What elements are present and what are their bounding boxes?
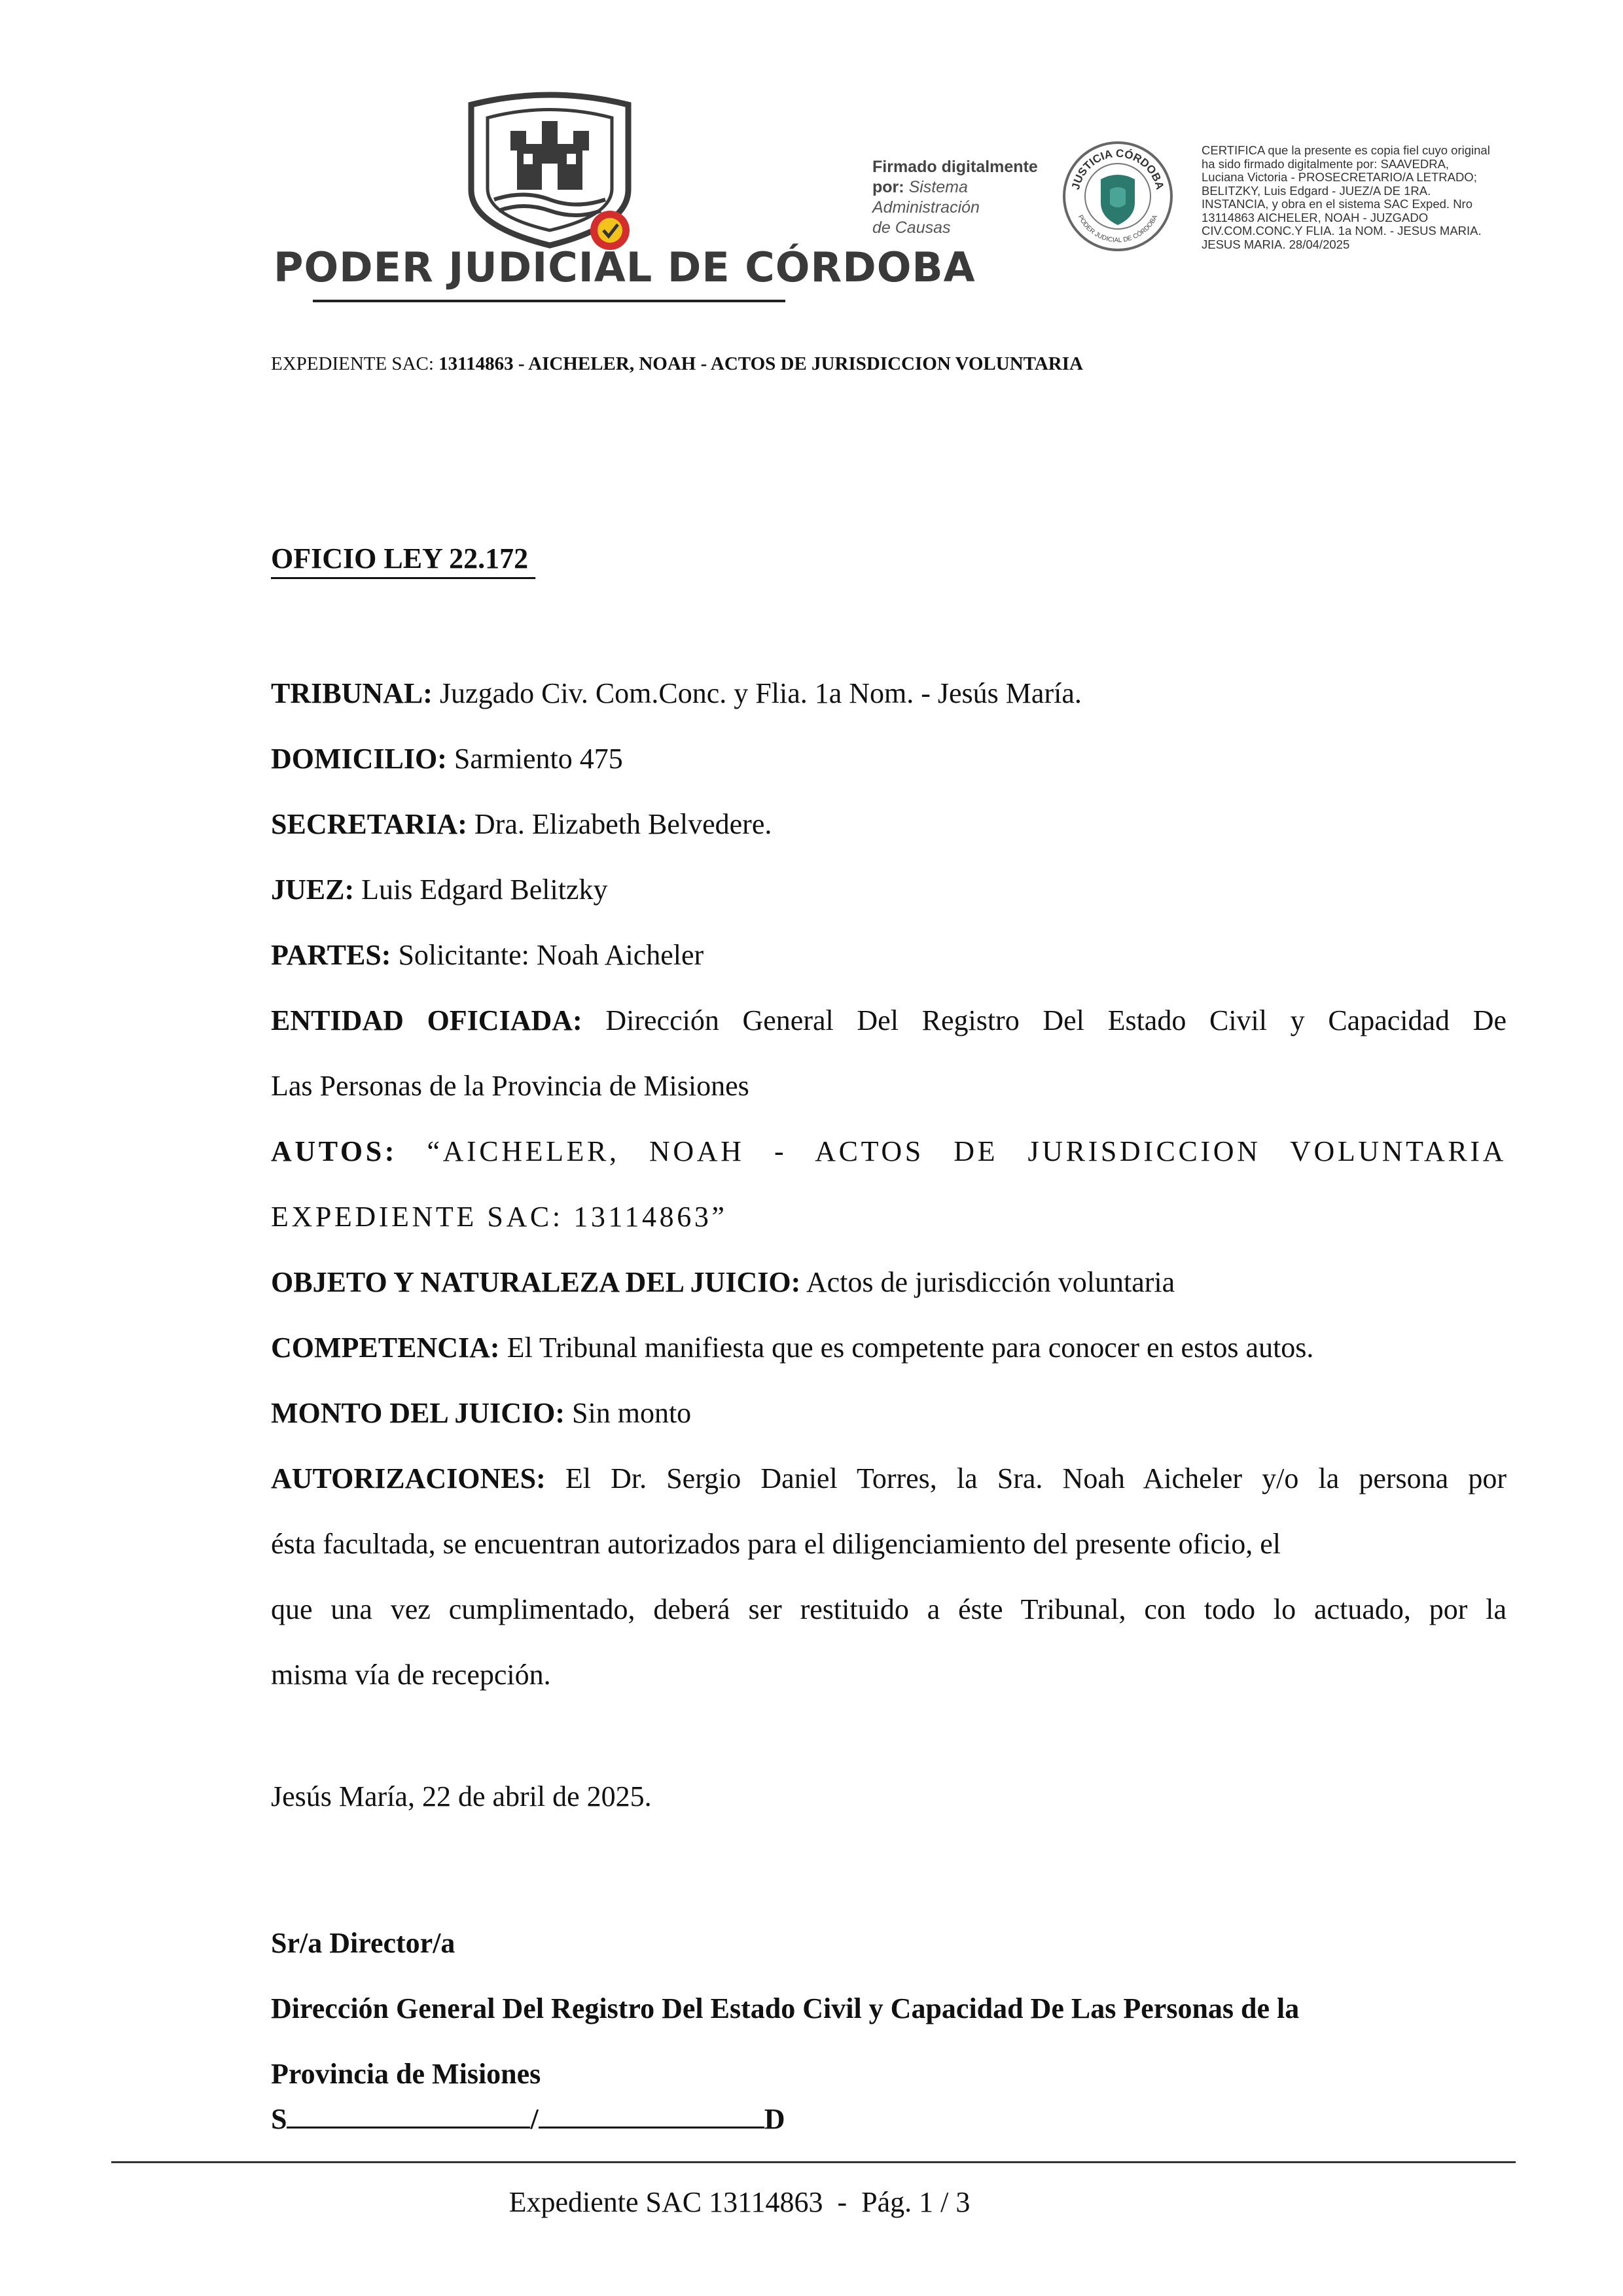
expediente-label: EXPEDIENTE SAC:	[271, 353, 439, 374]
field-value: Dirección General Del Registro Del Estado Civil y Capacidad De	[582, 1004, 1507, 1036]
field-label: AUTOS:	[271, 1135, 398, 1167]
sd-blank-right	[539, 2100, 764, 2128]
poder-judicial-logo-text: PODER JUDICIAL DE CÓRDOBA	[274, 243, 976, 291]
addressee-line: Dirección General Del Registro Del Estado Civil y Capacidad De Las Personas de la	[271, 1992, 1300, 2024]
field-value: Juzgado Civ. Com.Conc. y Flia. 1a Nom. - Jesús María.	[432, 677, 1082, 709]
field-autorizaciones	[271, 1446, 1507, 1511]
field-autos-cont: EXPEDIENTE SAC: 13114863”	[271, 1201, 728, 1233]
signed-line-3: Administración	[872, 198, 980, 217]
field-label: COMPETENCIA:	[271, 1332, 500, 1364]
field-label: ENTIDAD OFICIADA:	[271, 1004, 582, 1036]
sd-slash: /	[530, 2103, 539, 2135]
field-competencia	[271, 1315, 1507, 1381]
field-label: SECRETARIA:	[271, 808, 467, 840]
field-value: Solicitante: Noah Aicheler	[391, 939, 704, 971]
field-value: “AICHELER, NOAH - ACTOS DE JURISDICCION VOLUNTARIA	[397, 1135, 1507, 1167]
field-secretaria	[271, 792, 1507, 857]
field-tribunal	[271, 661, 1507, 726]
field-value: El Tribunal manifiesta que es competente para conocer en estos autos.	[499, 1332, 1314, 1364]
seal-top-text: JUSTICIA CÓRDOBA	[1069, 147, 1167, 191]
field-juez	[271, 857, 1507, 923]
field-domicilio	[271, 726, 1507, 792]
footer-rule	[111, 2161, 1516, 2163]
cert-line: BELITZKY, Luis Edgard - JUEZ/A DE 1RA.	[1202, 183, 1431, 198]
field-value: Sin monto	[565, 1397, 692, 1429]
sd-blank-left	[287, 2100, 530, 2128]
document-title: OFICIO LEY 22.172	[271, 542, 536, 574]
field-label: TRIBUNAL:	[271, 677, 433, 709]
field-entidad-cont: Las Personas de la Provincia de Misiones	[271, 1070, 749, 1102]
field-label: MONTO DEL JUICIO:	[271, 1397, 565, 1429]
addressee-block	[271, 1911, 1507, 2107]
cert-line: Luciana Victoria - PROSECRETARIO/A LETRADO;	[1202, 170, 1477, 184]
field-label: AUTORIZACIONES:	[271, 1462, 546, 1494]
document-date: Jesús María, 22 de abril de 2025.	[271, 1780, 652, 1812]
addressee-line: Provincia de Misiones	[271, 2058, 541, 2090]
field-value: Actos de jurisdicción voluntaria	[800, 1266, 1175, 1298]
digital-signature-note	[872, 157, 1069, 238]
field-monto	[271, 1381, 1507, 1446]
addressee-line: Sr/a Director/a	[271, 1927, 455, 1959]
seal-bottom-text: PODER JUDICIAL DE CÓRDOBA	[1076, 213, 1160, 245]
field-label: OBJETO Y NATURALEZA DEL JUICIO:	[271, 1266, 801, 1298]
cert-line: ha sido firmado digitalmente por: SAAVEDRA,	[1202, 156, 1450, 171]
field-value: Sarmiento 475	[446, 743, 623, 775]
field-entidad	[271, 988, 1507, 1053]
field-label: DOMICILIO:	[271, 743, 447, 775]
sd-s: S	[271, 2103, 287, 2135]
expediente-header	[271, 353, 1514, 375]
signed-line-1: Firmado digitalmente	[872, 158, 1038, 176]
field-objeto	[271, 1250, 1507, 1315]
field-autorizaciones-cont: que una vez cumplimentado, deberá ser restituido a éste Tribunal, con todo lo actuado, por la	[271, 1593, 1507, 1625]
field-label: JUEZ:	[271, 874, 355, 906]
justicia-cordoba-seal-icon	[1060, 139, 1175, 254]
sd-d: D	[764, 2103, 785, 2135]
cert-line: CERTIFICA que la presente es copia fiel cuyo original	[1202, 143, 1490, 157]
signed-line-2-rest: Sistema	[908, 178, 968, 196]
field-value: Luis Edgard Belitzky	[354, 874, 608, 906]
signed-line-2-bold: por:	[872, 178, 904, 196]
field-autos	[271, 1119, 1507, 1184]
signed-line-4: de Causas	[872, 219, 951, 237]
field-autorizaciones-cont: misma vía de recepción.	[271, 1659, 551, 1691]
oficio-fields	[271, 661, 1507, 1708]
sd-line	[271, 2100, 785, 2136]
logo-underline	[313, 300, 785, 302]
page-footer: Expediente SAC 13114863 - Pág. 1 / 3	[508, 2186, 971, 2218]
field-value: El Dr. Sergio Daniel Torres, la Sra. Noah Aicheler y/o la persona por	[545, 1462, 1507, 1494]
cert-line: JESUS MARIA. 28/04/2025	[1202, 237, 1350, 251]
field-value: Dra. Elizabeth Belvedere.	[467, 808, 772, 840]
poder-judicial-coat-of-arms-icon	[458, 92, 641, 255]
field-label: PARTES:	[271, 939, 391, 971]
certification-note	[1202, 144, 1542, 251]
cert-line: CIV.COM.CONC.Y FLIA. 1a NOM. - JESUS MARIA.	[1202, 224, 1482, 238]
field-partes	[271, 923, 1507, 988]
cert-line: 13114863 AICHELER, NOAH - JUZGADO	[1202, 210, 1429, 224]
field-autorizaciones-cont: ésta facultada, se encuentran autorizados para el diligenciamiento del presente oficio, el	[271, 1528, 1281, 1560]
cert-line: INSTANCIA, y obra en el sistema SAC Exped. Nro	[1202, 197, 1473, 211]
expediente-value: 13114863 - AICHELER, NOAH - ACTOS DE JURISDICCION VOLUNTARIA	[438, 353, 1083, 374]
